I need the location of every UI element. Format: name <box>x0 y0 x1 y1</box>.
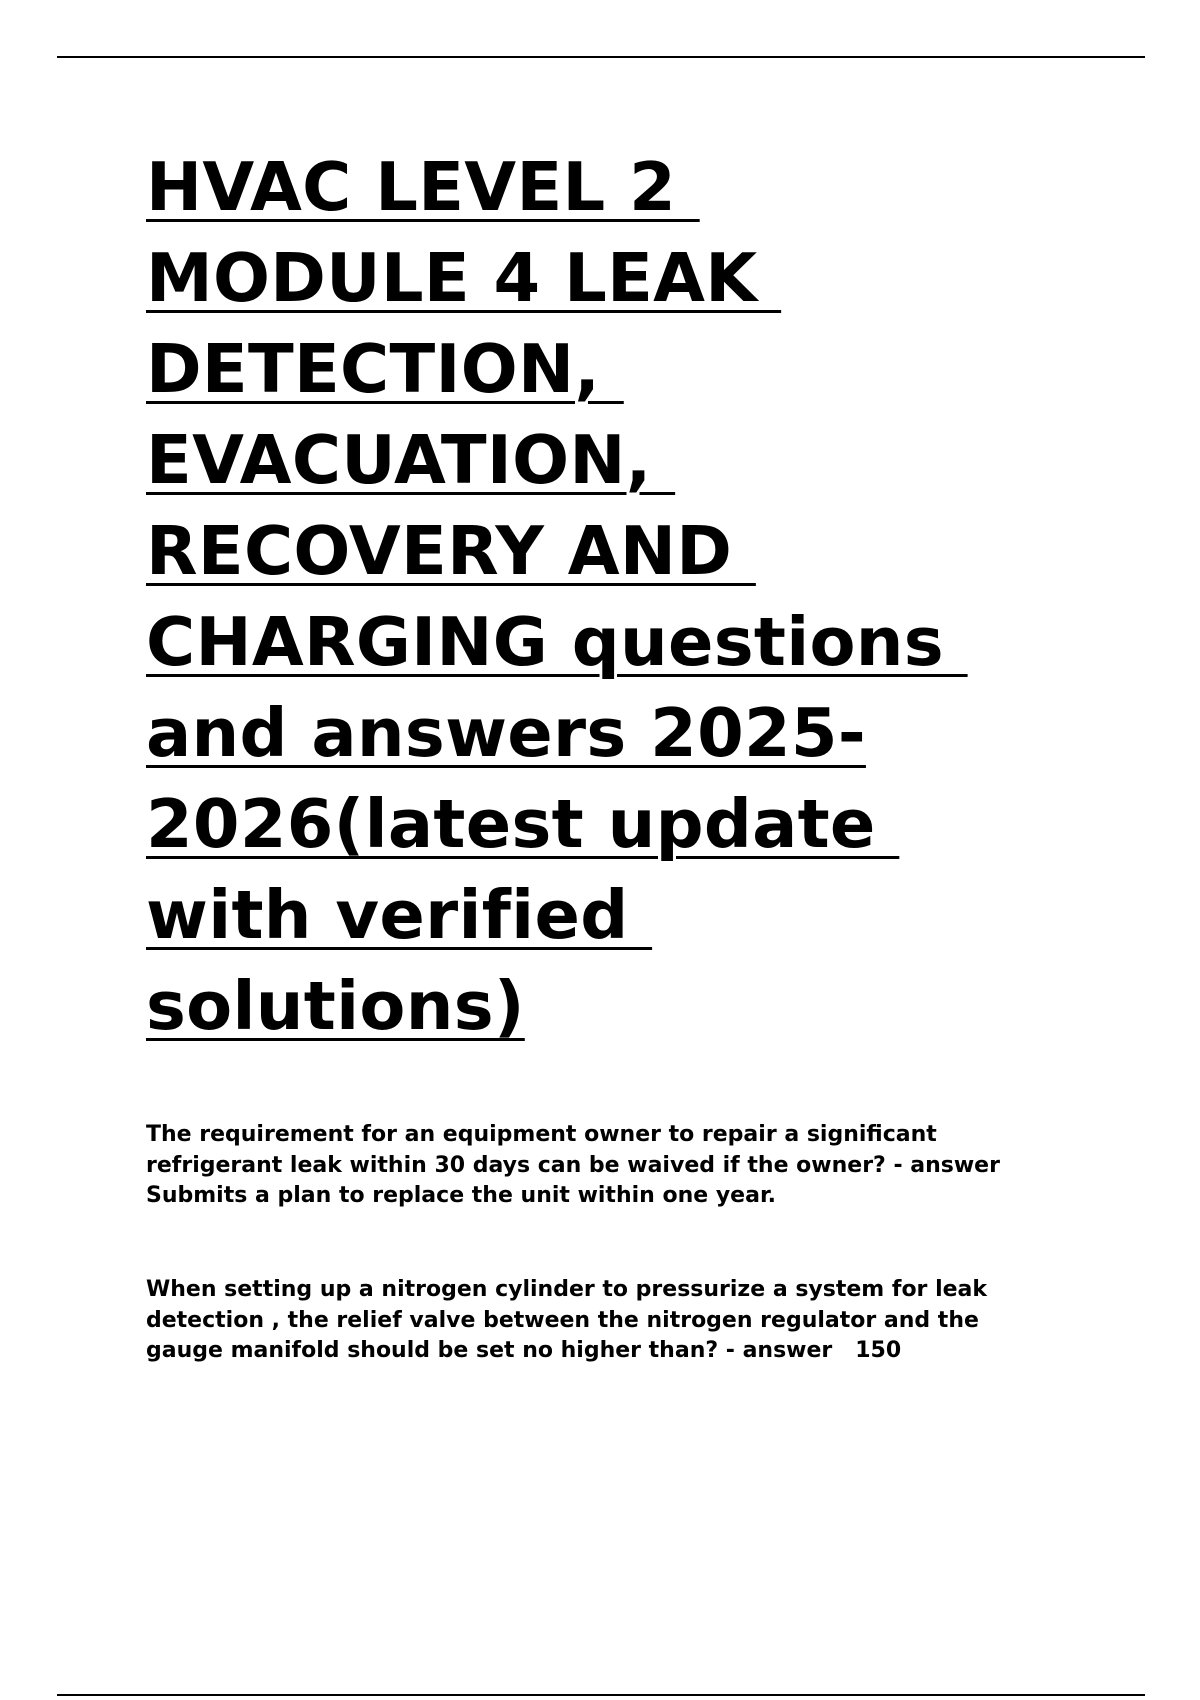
title-line: EVACUATION, <box>146 421 676 499</box>
title-line: and answers 2025- <box>146 694 866 772</box>
document-title <box>146 142 1086 1052</box>
top-rule <box>57 56 1145 58</box>
qa-line: detection , the relief valve between the nitrogen regulator and the <box>146 1307 979 1333</box>
title-line: RECOVERY AND <box>146 512 756 590</box>
title-line: CHARGING questions <box>146 603 968 681</box>
qa-line: When setting up a nitrogen cylinder to pressurize a system for leak <box>146 1277 988 1302</box>
title-line: with verified <box>146 876 653 954</box>
bottom-rule <box>57 1694 1145 1696</box>
qa-line: The requirement for an equipment owner to repair a significant <box>146 1122 937 1147</box>
qa-line: refrigerant leak within 30 days can be waived if the owner? - answer <box>146 1152 1000 1178</box>
qa-line: gauge manifold should be set no higher than? - answer 150 <box>146 1338 902 1363</box>
title-line: 2026(latest update <box>146 785 900 863</box>
title-line: HVAC LEVEL 2 <box>146 148 700 226</box>
title-line: DETECTION, <box>146 330 624 408</box>
title-line: MODULE 4 LEAK <box>146 239 782 317</box>
title-line: solutions) <box>146 967 525 1045</box>
qa-line: Submits a plan to replace the unit within one year. <box>146 1183 777 1208</box>
question-answer-1 <box>146 1120 1096 1212</box>
question-answer-2 <box>146 1275 1096 1367</box>
